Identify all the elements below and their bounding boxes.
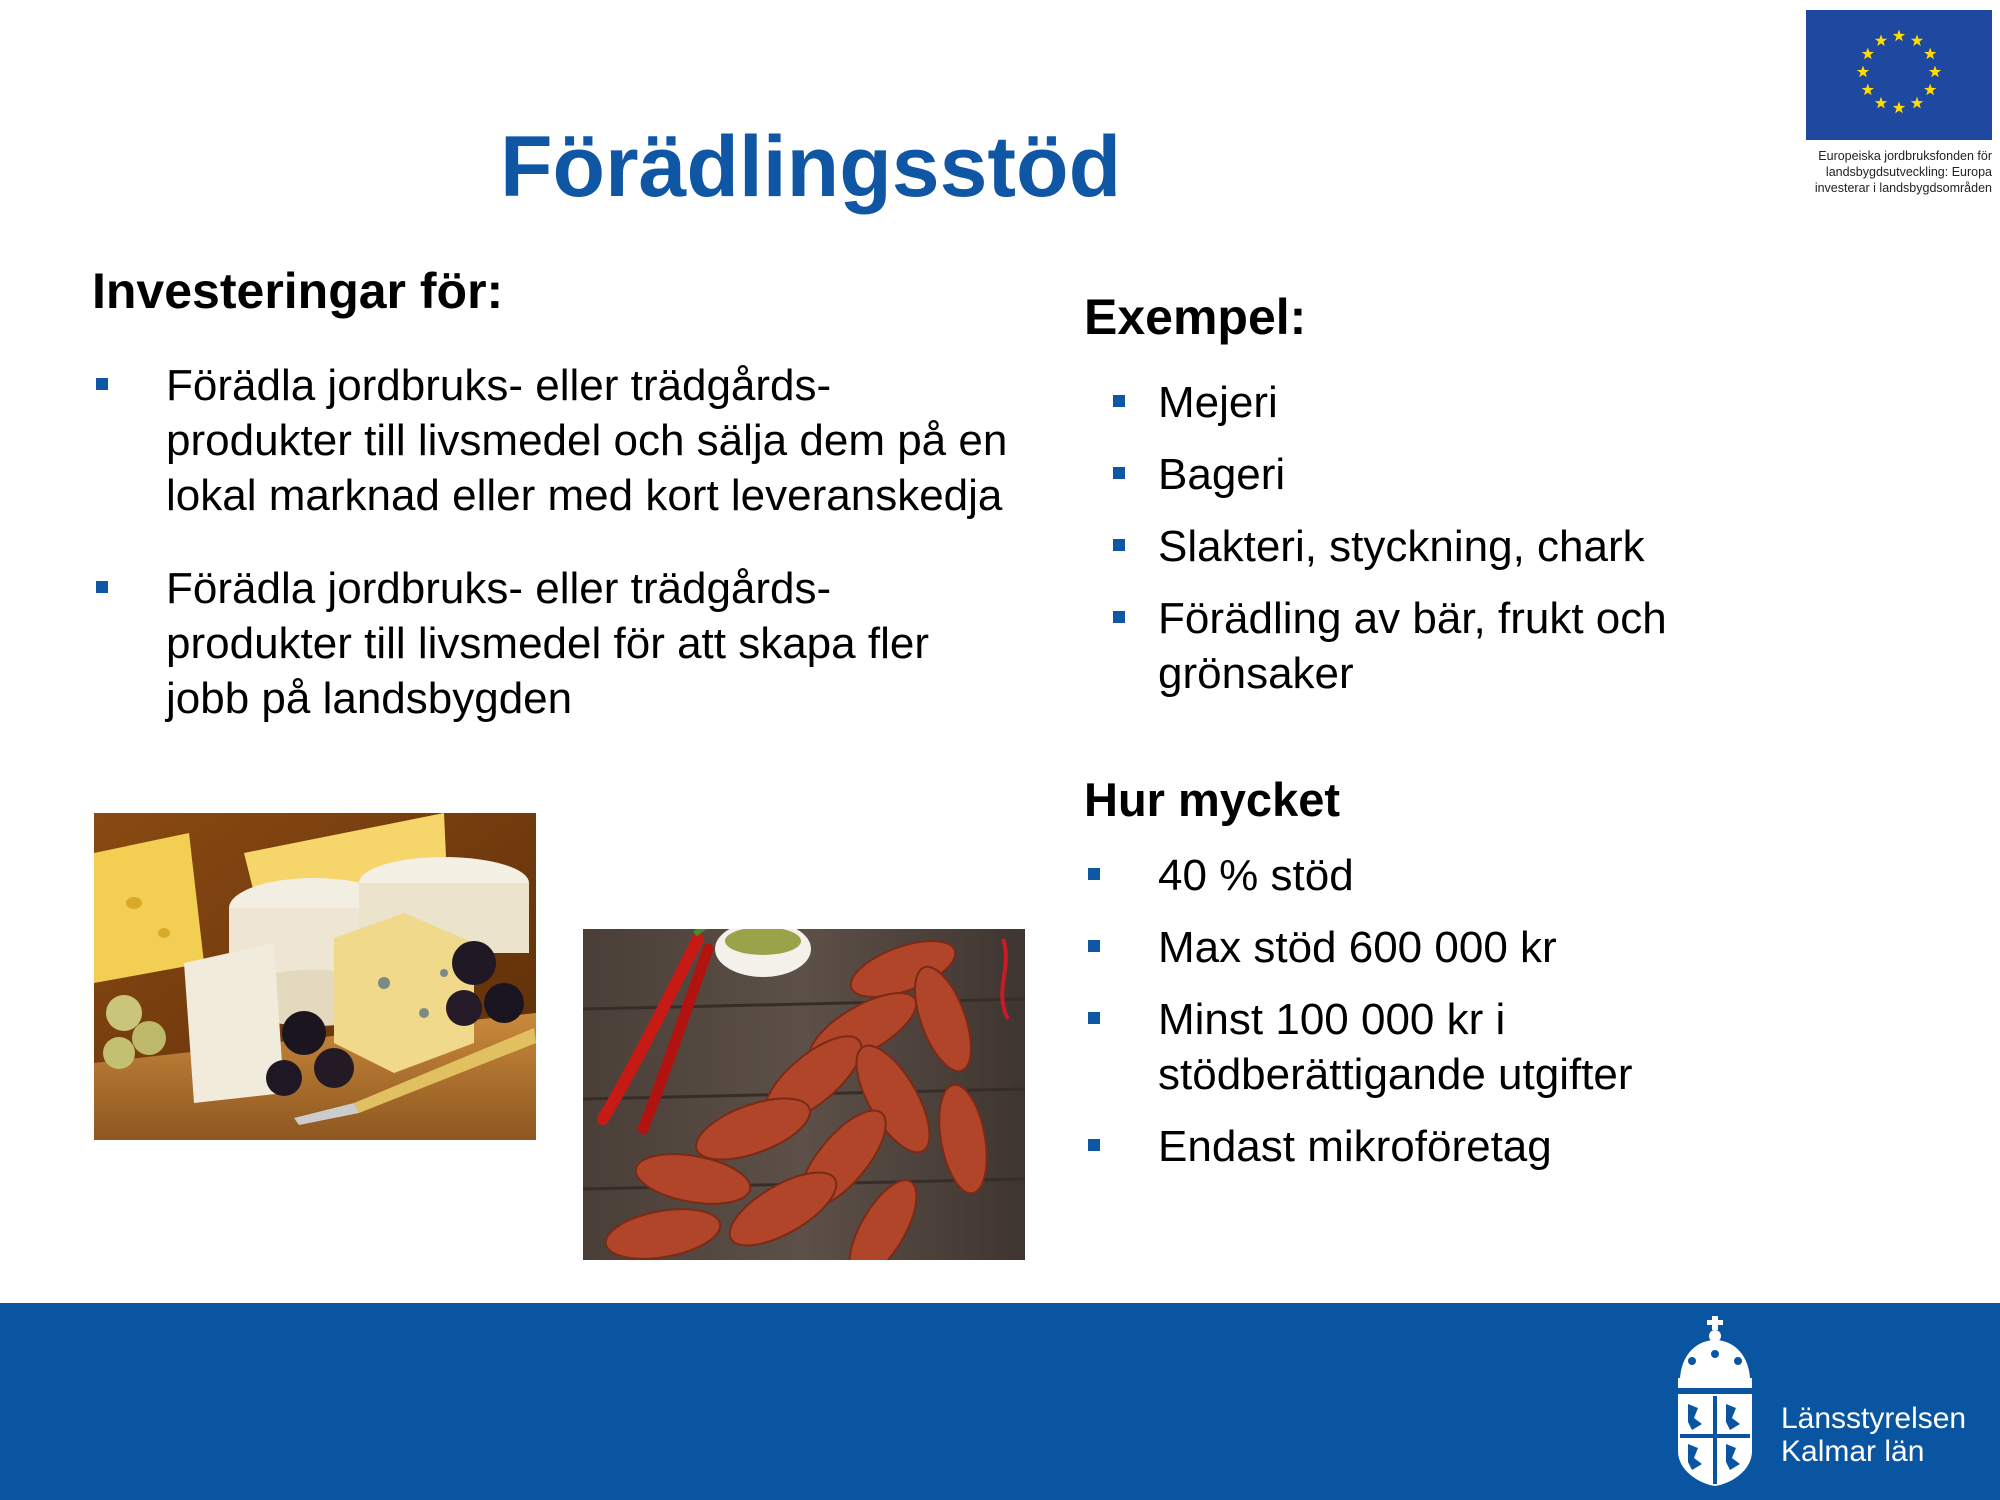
list-item-text: Bageri <box>1158 450 1286 499</box>
list-item-text: 40 % stöd <box>1158 851 1354 900</box>
list-item <box>1084 848 1884 903</box>
amount-list <box>1084 848 1884 1191</box>
list-item-text: Mejeri <box>1158 378 1278 427</box>
eu-caption-line: investerar i landsbygdsområden <box>1814 181 1992 195</box>
list-item <box>1084 920 1884 975</box>
sausage-photo <box>583 929 1025 1260</box>
list-item-text: Förädla jordbruks- eller trädgårds-produkter till livsmedel och sälja dem på en lokal marknad eller med kort leveranskedja <box>166 361 1008 520</box>
list-item-text: Slakteri, styckning, chark <box>1158 522 1645 571</box>
list-item <box>1084 1119 1884 1174</box>
list-item-text: Endast mikroföretag <box>1158 1122 1552 1171</box>
organization-line: Kalmar län <box>1781 1435 1925 1468</box>
lansstyrelsen-crest-icon <box>1670 1316 1760 1488</box>
eu-caption-line: Europeiska jordbruksfonden för <box>1818 149 1992 163</box>
bullet-square-icon <box>1113 395 1125 407</box>
list-item <box>1110 591 1810 701</box>
cheese-photo <box>94 813 536 1140</box>
bullet-square-icon <box>1088 1139 1100 1151</box>
eu-flag-icon <box>1806 10 1992 140</box>
bullet-square-icon <box>1088 868 1100 880</box>
list-item-text: Förädling av bär, frukt och grönsaker <box>1158 594 1667 698</box>
list-item-text: Minst 100 000 kr i stödberättigande utgifter <box>1158 995 1633 1099</box>
bullet-square-icon <box>96 581 108 593</box>
bullet-square-icon <box>1113 467 1125 479</box>
examples-heading: Exempel: <box>1084 289 1307 345</box>
list-item <box>1110 375 1810 430</box>
examples-list <box>1110 375 1810 718</box>
slide-title: Förädlingsstöd <box>500 119 1122 215</box>
bullet-square-icon <box>1088 1012 1100 1024</box>
eu-logo <box>1806 10 1992 196</box>
organization-line: Länsstyrelsen <box>1781 1402 1967 1435</box>
eu-caption-line: landsbygdsutveckling: Europa <box>1825 165 1992 179</box>
list-item <box>1084 992 1884 1102</box>
bullet-square-icon <box>1113 611 1125 623</box>
organization-name <box>1781 1402 1966 1468</box>
bullet-square-icon <box>1113 539 1125 551</box>
list-item <box>92 358 1012 523</box>
investments-heading: Investeringar för: <box>92 263 504 319</box>
bullet-square-icon <box>96 378 108 390</box>
investments-list <box>92 358 1012 764</box>
bullet-square-icon <box>1088 940 1100 952</box>
list-item-text: Förädla jordbruks- eller trädgårds-produkter till livsmedel för att skapa fler jobb på landsbygden <box>166 564 929 723</box>
eu-caption <box>1806 148 1992 196</box>
list-item-text: Max stöd 600 000 kr <box>1158 923 1557 972</box>
list-item <box>1110 519 1810 574</box>
list-item <box>92 561 1012 726</box>
list-item <box>1110 447 1810 502</box>
amount-heading: Hur mycket <box>1084 773 1340 826</box>
